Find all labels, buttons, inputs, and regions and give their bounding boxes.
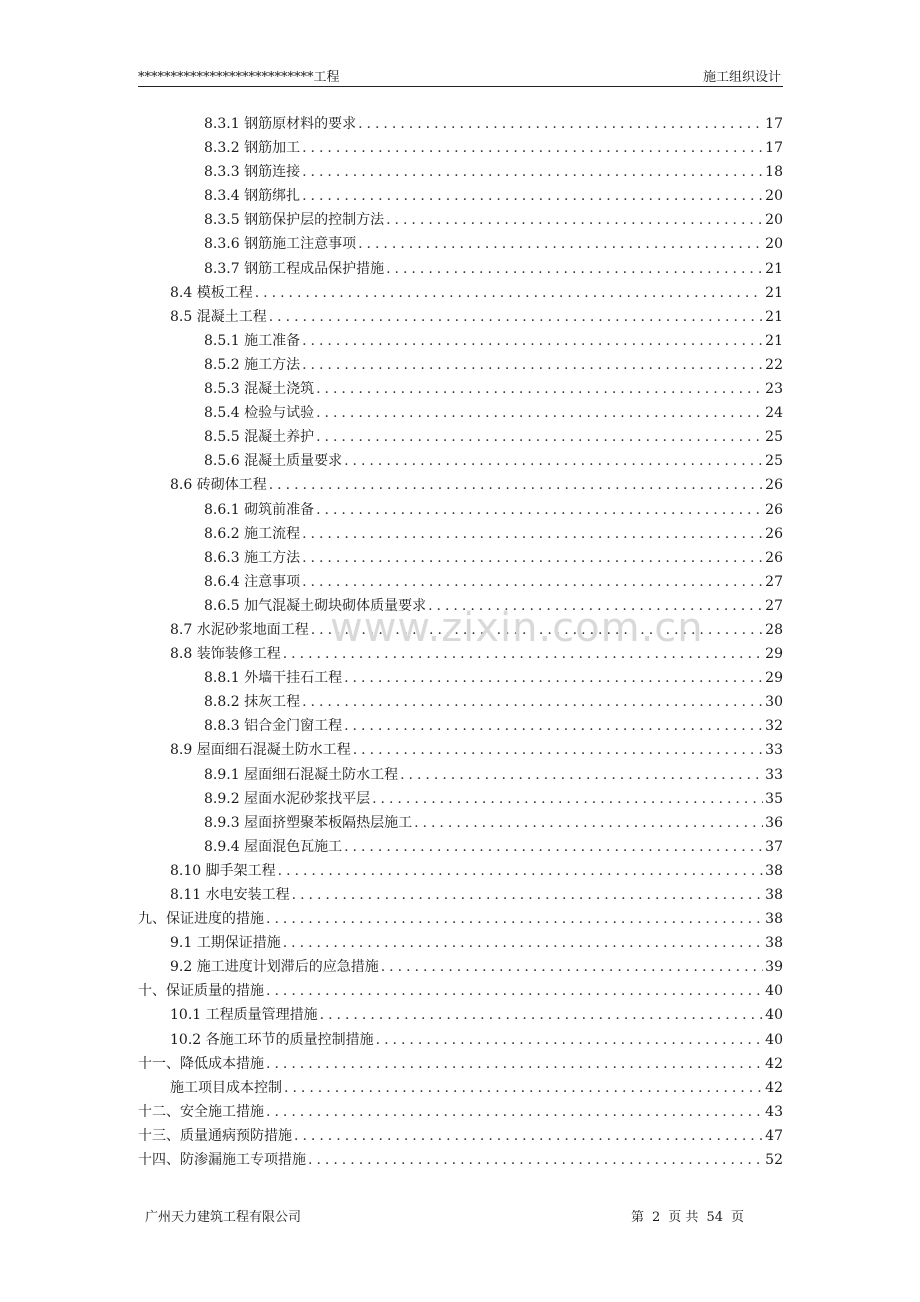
toc-entry-title: 8.5.1 施工准备 — [204, 332, 301, 349]
toc-entry-title: 8.5 混凝土工程 — [170, 308, 267, 325]
toc-dot-leader — [414, 811, 763, 835]
toc-entry[interactable] — [138, 1148, 783, 1172]
toc-dot-leader — [320, 1003, 764, 1027]
toc-entry-title: 10.2 各施工环节的质量控制措施 — [170, 1031, 374, 1048]
toc-entry-page: 40 — [765, 1007, 783, 1024]
toc-entry[interactable] — [138, 570, 783, 594]
toc-dot-leader — [316, 377, 763, 401]
toc-entry[interactable] — [138, 546, 783, 570]
toc-dot-leader — [344, 835, 763, 859]
toc-entry-title: 8.5.2 施工方法 — [204, 356, 301, 373]
toc-entry-page: 30 — [765, 694, 783, 711]
toc-entry-title: 8.4 模板工程 — [170, 284, 253, 301]
toc-dot-leader — [316, 401, 763, 425]
toc-entry-page: 26 — [765, 525, 783, 542]
toc-dot-leader — [376, 1028, 764, 1052]
toc-dot-leader — [308, 1148, 763, 1172]
toc-entry-title: 8.6 砖砌体工程 — [170, 477, 267, 494]
toc-dot-leader — [372, 787, 763, 811]
toc-entry[interactable] — [138, 232, 783, 256]
toc-entry[interactable] — [138, 473, 783, 497]
toc-dot-leader — [269, 473, 763, 497]
toc-dot-leader — [255, 281, 763, 305]
toc-entry[interactable] — [138, 377, 783, 401]
toc-entry[interactable] — [138, 1052, 783, 1076]
toc-entry-title: 9.2 施工进度计划滞后的应急措施 — [170, 959, 379, 976]
toc-entry[interactable] — [138, 281, 783, 305]
toc-entry[interactable] — [138, 305, 783, 329]
toc-dot-leader — [284, 1076, 763, 1100]
toc-entry-title: 8.3.6 钢筋施工注意事项 — [204, 236, 357, 253]
toc-entry-title: 8.9.2 屋面水泥砂浆找平层 — [204, 790, 371, 807]
footer-page-prefix: 第 — [631, 1210, 645, 1225]
toc-dot-leader — [302, 522, 763, 546]
toc-entry-page: 35 — [765, 790, 783, 807]
toc-entry-title: 8.3.2 钢筋加工 — [204, 140, 301, 157]
toc-entry[interactable] — [138, 329, 783, 353]
toc-dot-leader — [283, 642, 763, 666]
toc-entry-page: 29 — [765, 670, 783, 687]
toc-entry-page: 39 — [765, 959, 783, 976]
toc-dot-leader — [294, 1124, 763, 1148]
toc-entry[interactable] — [138, 787, 783, 811]
toc-entry-page: 47 — [765, 1127, 783, 1144]
toc-entry-title: 8.5.6 混凝土质量要求 — [204, 453, 343, 470]
toc-dot-leader — [302, 546, 763, 570]
toc-entry[interactable] — [138, 401, 783, 425]
toc-entry[interactable] — [138, 257, 783, 281]
toc-dot-leader — [386, 257, 763, 281]
toc-entry-page: 27 — [765, 573, 783, 590]
page-header — [138, 64, 783, 87]
toc-entry[interactable] — [138, 208, 783, 232]
toc-entry-page: 25 — [765, 453, 783, 470]
toc-entry-title: 8.9.3 屋面挤塑聚苯板隔热层施工 — [204, 814, 413, 831]
toc-entry-page: 21 — [765, 332, 783, 349]
toc-dot-leader — [302, 160, 763, 184]
toc-entry-page: 38 — [765, 862, 783, 879]
toc-entry-title: 8.6.5 加气混凝土砌块砌体质量要求 — [204, 597, 427, 614]
toc-dot-leader — [344, 449, 763, 473]
toc-entry-title: 8.11 水电安装工程 — [170, 887, 290, 903]
toc-entry[interactable] — [138, 498, 783, 522]
toc-entry[interactable] — [138, 1003, 783, 1027]
toc-entry-page: 43 — [765, 1103, 783, 1120]
toc-entry-page: 22 — [765, 356, 783, 373]
toc-entry[interactable] — [138, 594, 783, 618]
toc-entry-title: 10.1 工程质量管理措施 — [170, 1007, 318, 1024]
toc-entry-title: 8.3.5 钢筋保护层的控制方法 — [204, 212, 385, 229]
toc-entry[interactable] — [138, 955, 783, 979]
toc-entry-page: 17 — [765, 140, 783, 157]
toc-entry-title: 十、保证质量的措施 — [138, 983, 264, 1000]
toc-dot-leader — [278, 859, 764, 883]
footer-page-number — [627, 1206, 748, 1225]
toc-dot-leader — [283, 931, 763, 955]
toc-dot-leader — [266, 1100, 763, 1124]
toc-entry-page: 21 — [765, 308, 783, 325]
toc-entry-page: 42 — [765, 1079, 783, 1096]
toc-entry-title: 8.9.1 屋面细石混凝土防水工程 — [204, 766, 399, 783]
toc-entry[interactable] — [138, 979, 783, 1003]
toc-dot-leader — [344, 714, 763, 738]
toc-entry-page: 33 — [765, 742, 783, 759]
toc-entry-page: 21 — [765, 284, 783, 301]
toc-dot-leader — [316, 498, 763, 522]
table-of-contents — [138, 112, 783, 1172]
toc-dot-leader — [266, 907, 763, 931]
toc-entry-title: 十三、质量通病预防措施 — [138, 1127, 292, 1144]
watermark: www.zixin.com.cn — [330, 605, 704, 651]
toc-entry-page: 38 — [765, 911, 783, 928]
toc-entry[interactable] — [138, 449, 783, 473]
toc-entry[interactable] — [138, 425, 783, 449]
toc-entry-title: 九、保证进度的措施 — [138, 911, 264, 928]
toc-entry[interactable] — [138, 160, 783, 184]
toc-dot-leader — [269, 305, 763, 329]
toc-entry[interactable] — [138, 835, 783, 859]
toc-entry-page: 36 — [765, 814, 783, 831]
toc-entry-page: 26 — [765, 501, 783, 518]
toc-entry-page: 38 — [765, 887, 783, 903]
toc-dot-leader — [400, 763, 763, 787]
toc-dot-leader — [358, 232, 763, 256]
toc-entry-title: 8.8 装饰装修工程 — [170, 646, 281, 663]
toc-entry[interactable] — [138, 738, 783, 762]
toc-dot-leader — [358, 112, 763, 136]
toc-dot-leader — [302, 570, 763, 594]
toc-dot-leader — [386, 208, 763, 232]
toc-entry[interactable] — [138, 1028, 783, 1052]
toc-entry-title: 8.10 脚手架工程 — [170, 862, 276, 879]
footer-company: 广州天力建筑工程有限公司 — [145, 1210, 302, 1225]
toc-dot-leader — [266, 1052, 763, 1076]
toc-entry[interactable] — [138, 353, 783, 377]
toc-entry-title: 8.6.4 注意事项 — [204, 573, 301, 590]
footer-page-mid: 页 共 — [668, 1210, 699, 1225]
toc-entry[interactable] — [138, 883, 783, 907]
toc-entry-title: 8.6.1 砌筑前准备 — [204, 501, 315, 518]
toc-entry-page: 23 — [765, 381, 783, 398]
toc-entry[interactable] — [138, 666, 783, 690]
toc-entry[interactable] — [138, 112, 783, 136]
toc-dot-leader — [381, 955, 763, 979]
toc-entry-title: 8.3.7 钢筋工程成品保护措施 — [204, 260, 385, 277]
toc-entry-title: 十一、降低成本措施 — [138, 1055, 264, 1072]
toc-entry-title: 8.5.4 检验与试验 — [204, 405, 315, 422]
toc-entry-title: 8.7 水泥砂浆地面工程 — [170, 621, 309, 638]
toc-entry-title: 8.9.4 屋面混色瓦施工 — [204, 838, 343, 855]
footer-page-total: 54 — [706, 1210, 723, 1225]
toc-entry-title: 8.8.1 外墙干挂石工程 — [204, 670, 343, 687]
toc-entry-title: 8.8.2 抹灰工程 — [204, 694, 301, 711]
footer-page-suffix: 页 — [730, 1210, 744, 1225]
toc-entry-page: 18 — [765, 164, 783, 181]
toc-entry[interactable] — [138, 522, 783, 546]
toc-entry-title: 8.5.3 混凝土浇筑 — [204, 381, 315, 398]
toc-entry-title: 8.6.2 施工流程 — [204, 525, 301, 542]
toc-entry-page: 20 — [765, 212, 783, 229]
toc-dot-leader — [428, 594, 763, 618]
toc-dot-leader — [292, 883, 764, 907]
toc-dot-leader — [316, 425, 763, 449]
toc-dot-leader — [302, 136, 763, 160]
toc-entry-page: 20 — [765, 236, 783, 253]
header-document-type: 施工组织设计 — [702, 70, 781, 85]
toc-entry[interactable] — [138, 642, 783, 666]
toc-entry-page: 33 — [765, 766, 783, 783]
toc-entry[interactable] — [138, 1124, 783, 1148]
toc-entry[interactable] — [138, 1100, 783, 1124]
toc-entry[interactable] — [138, 811, 783, 835]
toc-entry-title: 8.8.3 铝合金门窗工程 — [204, 718, 343, 735]
toc-entry-title: 8.3.3 钢筋连接 — [204, 164, 301, 181]
toc-entry[interactable] — [138, 618, 783, 642]
toc-entry-page: 52 — [765, 1152, 783, 1169]
toc-entry-title: 8.5.5 混凝土养护 — [204, 429, 315, 446]
header-project-name: ***************************工程 — [138, 70, 340, 85]
toc-dot-leader — [353, 738, 763, 762]
toc-dot-leader — [302, 353, 763, 377]
toc-dot-leader — [344, 666, 763, 690]
toc-entry-page: 32 — [765, 718, 783, 735]
toc-dot-leader — [266, 979, 763, 1003]
toc-entry-title: 十四、防渗漏施工专项措施 — [138, 1152, 306, 1169]
toc-entry-page: 29 — [765, 646, 783, 663]
toc-entry-page: 26 — [765, 477, 783, 494]
toc-entry[interactable] — [138, 763, 783, 787]
toc-dot-leader — [302, 184, 763, 208]
toc-entry-page: 40 — [765, 983, 783, 1000]
toc-entry-page: 27 — [765, 597, 783, 614]
toc-entry-page: 25 — [765, 429, 783, 446]
toc-entry-page: 21 — [765, 260, 783, 277]
toc-entry-page: 26 — [765, 549, 783, 566]
toc-dot-leader — [302, 329, 763, 353]
toc-entry-title: 9.1 工期保证措施 — [170, 935, 281, 952]
toc-entry-page: 40 — [765, 1031, 783, 1048]
toc-entry-page: 37 — [765, 838, 783, 855]
toc-entry-page: 17 — [765, 116, 783, 132]
toc-entry[interactable] — [138, 1076, 783, 1100]
toc-entry[interactable] — [138, 859, 783, 883]
toc-entry-page: 28 — [765, 621, 783, 638]
toc-entry-title: 8.3.4 钢筋绑扎 — [204, 188, 301, 205]
toc-entry[interactable] — [138, 136, 783, 160]
toc-entry-page: 38 — [765, 935, 783, 952]
toc-entry-page: 20 — [765, 188, 783, 205]
toc-entry-page: 24 — [765, 405, 783, 422]
toc-entry-title: 施工项目成本控制 — [170, 1079, 282, 1096]
toc-entry[interactable] — [138, 931, 783, 955]
toc-entry-page: 42 — [765, 1055, 783, 1072]
toc-entry[interactable] — [138, 690, 783, 714]
toc-dot-leader — [302, 690, 763, 714]
toc-entry-title: 8.3.1 钢筋原材料的要求 — [204, 116, 357, 132]
toc-entry[interactable] — [138, 714, 783, 738]
footer-page-current: 2 — [652, 1210, 661, 1225]
toc-entry-title: 8.6.3 施工方法 — [204, 549, 301, 566]
toc-entry-title: 十二、安全施工措施 — [138, 1103, 264, 1120]
toc-entry[interactable] — [138, 907, 783, 931]
toc-dot-leader — [311, 618, 763, 642]
toc-entry[interactable] — [138, 184, 783, 208]
toc-entry-title: 8.9 屋面细石混凝土防水工程 — [170, 742, 351, 759]
